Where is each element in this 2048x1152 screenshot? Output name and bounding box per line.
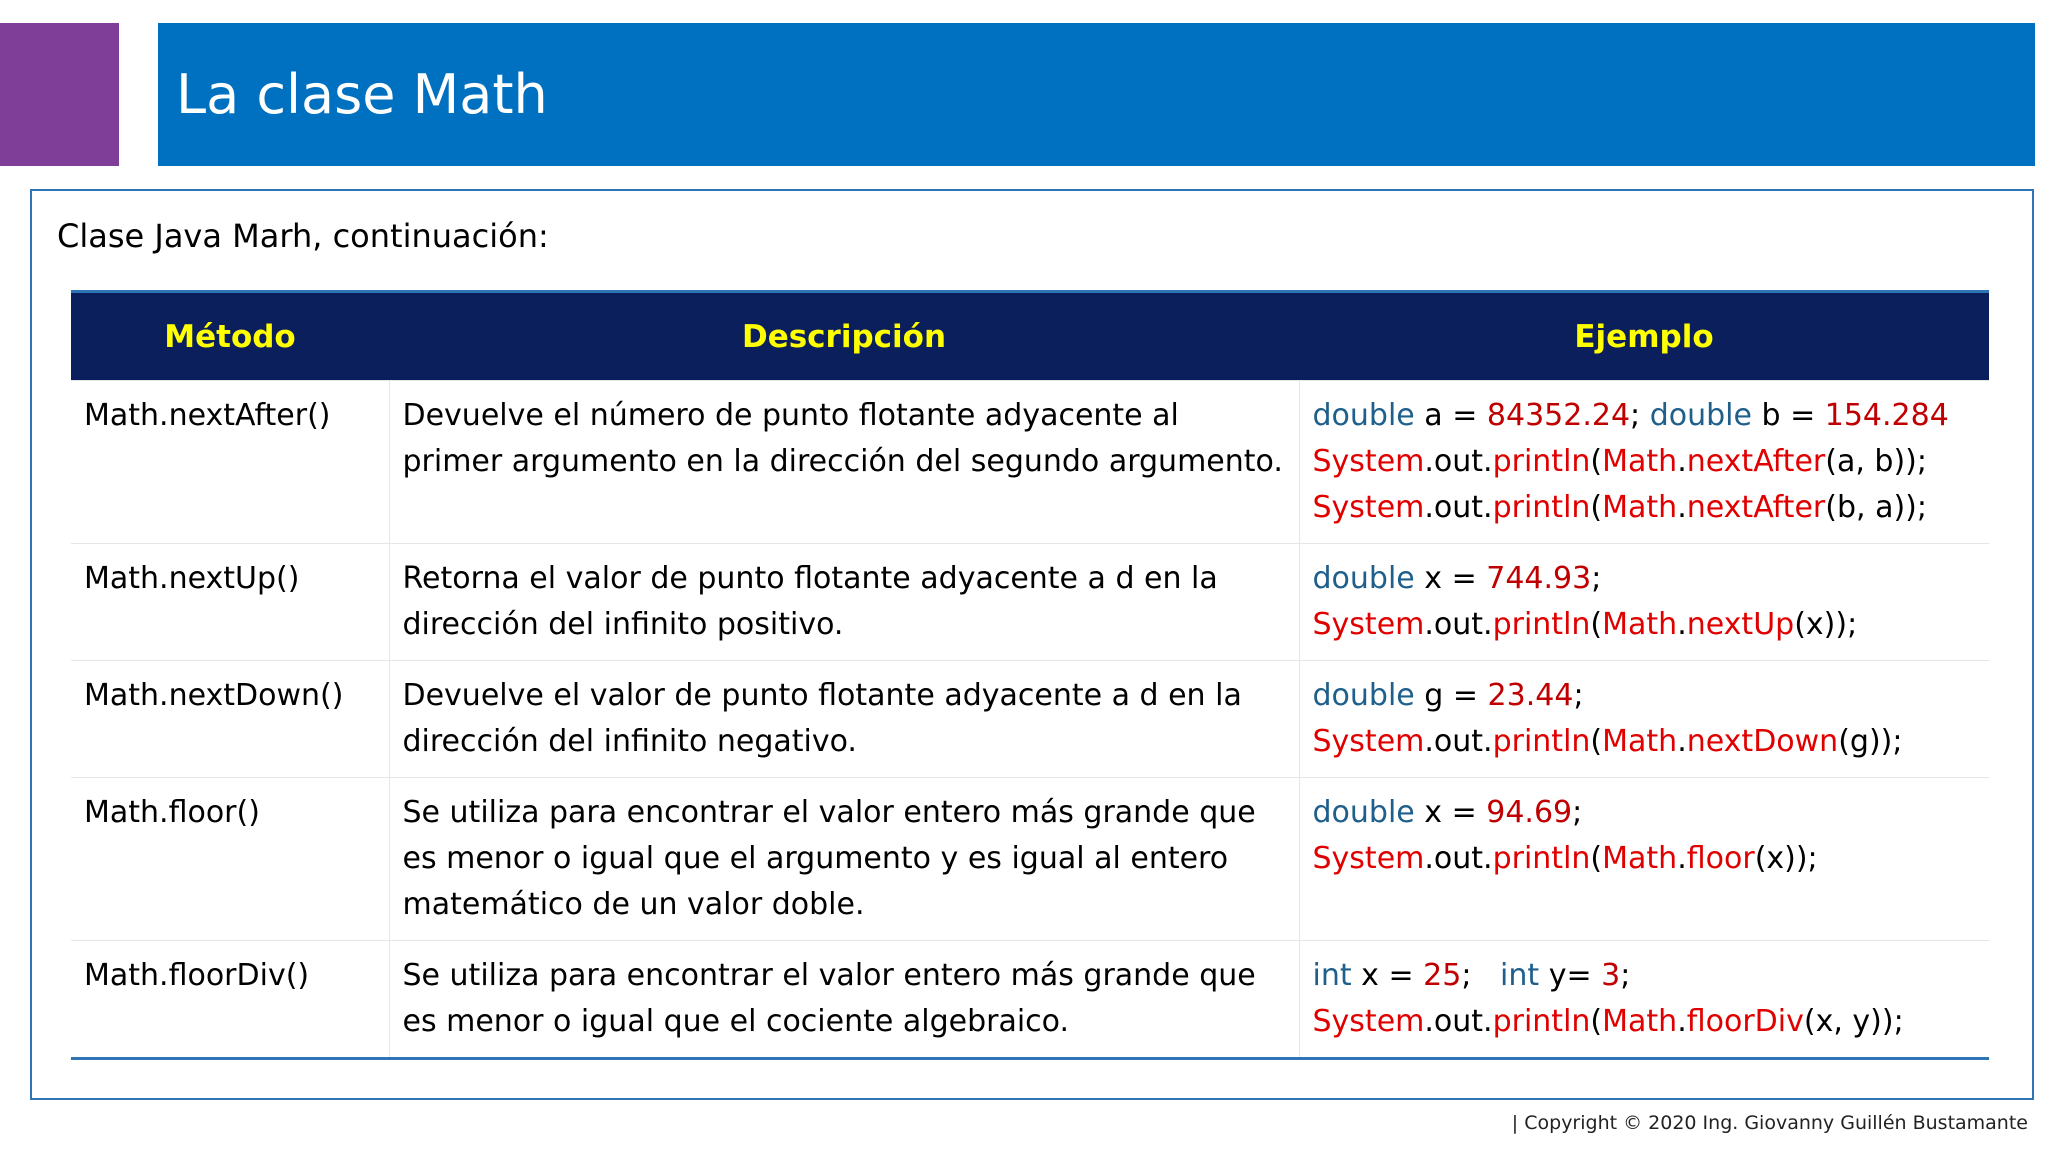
code-token: nextAfter bbox=[1686, 444, 1826, 479]
code-line bbox=[1313, 602, 1978, 648]
code-token: floor bbox=[1686, 841, 1755, 876]
code-token: . bbox=[1677, 607, 1687, 642]
code-token: double bbox=[1649, 398, 1752, 433]
method-cell: Math.floorDiv() bbox=[71, 941, 389, 1059]
code-token: b = bbox=[1751, 398, 1825, 433]
description-cell: Se utiliza para encontrar el valor entero más grande que es menor o igual que el cociente algebraico. bbox=[389, 941, 1299, 1059]
header-example: Ejemplo bbox=[1299, 292, 1989, 381]
code-token: .out. bbox=[1424, 490, 1493, 525]
code-token: . bbox=[1677, 490, 1687, 525]
slide-title: La clase Math bbox=[176, 63, 548, 126]
code-token: double bbox=[1312, 678, 1415, 713]
code-token: Math bbox=[1602, 1004, 1678, 1039]
method-cell: Math.nextDown() bbox=[71, 661, 389, 778]
slide-subtitle: Clase Java Marh, continuación: bbox=[57, 217, 549, 255]
code-token: (g)); bbox=[1838, 724, 1903, 759]
code-token: System bbox=[1312, 724, 1425, 759]
code-token: Math bbox=[1602, 841, 1678, 876]
code-token: . bbox=[1677, 444, 1687, 479]
code-line bbox=[1313, 556, 1978, 602]
code-token: (x)); bbox=[1754, 841, 1818, 876]
code-token: System bbox=[1312, 490, 1425, 525]
code-token: double bbox=[1312, 561, 1415, 596]
code-token: ( bbox=[1590, 607, 1603, 642]
methods-table bbox=[71, 290, 1989, 1060]
code-token: 3 bbox=[1601, 958, 1621, 993]
code-token: System bbox=[1312, 607, 1425, 642]
description-cell: Devuelve el valor de punto flotante adyacente a d en la dirección del infinito negativo. bbox=[389, 661, 1299, 778]
code-token: System bbox=[1312, 1004, 1425, 1039]
table-row bbox=[71, 941, 1989, 1059]
code-line bbox=[1313, 999, 1978, 1045]
example-cell bbox=[1299, 661, 1989, 778]
table-row bbox=[71, 544, 1989, 661]
code-line bbox=[1313, 439, 1978, 485]
code-token: ; bbox=[1572, 795, 1583, 830]
example-cell bbox=[1299, 941, 1989, 1059]
example-cell bbox=[1299, 544, 1989, 661]
code-token: int bbox=[1312, 958, 1352, 993]
accent-block bbox=[0, 23, 119, 166]
code-token: ; bbox=[1591, 561, 1602, 596]
code-token: 94.69 bbox=[1486, 795, 1573, 830]
header-method: Método bbox=[71, 292, 389, 381]
code-token: Math bbox=[1602, 490, 1678, 525]
code-token: . bbox=[1677, 1004, 1687, 1039]
header-description: Descripción bbox=[389, 292, 1299, 381]
code-token: g = bbox=[1414, 678, 1488, 713]
code-token: ( bbox=[1590, 841, 1603, 876]
code-token: ( bbox=[1590, 444, 1603, 479]
code-line bbox=[1313, 485, 1978, 531]
table-row bbox=[71, 778, 1989, 941]
content-box bbox=[30, 189, 2034, 1100]
code-token: floorDiv bbox=[1686, 1004, 1804, 1039]
code-token: ( bbox=[1590, 1004, 1603, 1039]
code-token: System bbox=[1312, 841, 1425, 876]
code-token: System bbox=[1312, 444, 1425, 479]
code-token: int bbox=[1500, 958, 1540, 993]
description-cell: Retorna el valor de punto flotante adyacente a d en la dirección del infinito positivo. bbox=[389, 544, 1299, 661]
code-token: a = bbox=[1414, 398, 1487, 433]
code-token: 25 bbox=[1423, 958, 1462, 993]
code-token: println bbox=[1492, 490, 1591, 525]
table-row bbox=[71, 661, 1989, 778]
code-token: x = bbox=[1414, 561, 1487, 596]
code-line bbox=[1313, 719, 1978, 765]
table-header-row bbox=[71, 292, 1989, 381]
code-token: (a, b)); bbox=[1825, 444, 1927, 479]
method-cell: Math.floor() bbox=[71, 778, 389, 941]
code-token: ; bbox=[1573, 678, 1584, 713]
code-token: .out. bbox=[1424, 607, 1493, 642]
code-token: 154.284 bbox=[1824, 398, 1949, 433]
method-cell: Math.nextUp() bbox=[71, 544, 389, 661]
code-token: println bbox=[1492, 444, 1591, 479]
code-line bbox=[1313, 673, 1978, 719]
code-token: .out. bbox=[1424, 1004, 1493, 1039]
code-token: nextDown bbox=[1686, 724, 1839, 759]
description-cell: Se utiliza para encontrar el valor entero más grande que es menor o igual que el argumento y es igual al entero matemático de un valor doble. bbox=[389, 778, 1299, 941]
code-token: .out. bbox=[1424, 444, 1493, 479]
code-token: ( bbox=[1590, 490, 1603, 525]
code-token: 23.44 bbox=[1487, 678, 1574, 713]
code-token: ; bbox=[1620, 958, 1631, 993]
code-token: .out. bbox=[1424, 841, 1493, 876]
method-cell: Math.nextAfter() bbox=[71, 381, 389, 544]
code-token: 84352.24 bbox=[1486, 398, 1631, 433]
code-token: x = bbox=[1414, 795, 1487, 830]
code-token: ( bbox=[1590, 724, 1603, 759]
example-cell bbox=[1299, 778, 1989, 941]
code-line bbox=[1313, 836, 1978, 882]
code-token: nextAfter bbox=[1686, 490, 1826, 525]
copyright-footer: | Copyright © 2020 Ing. Giovanny Guillén Bustamante bbox=[1511, 1112, 2028, 1134]
example-cell bbox=[1299, 381, 1989, 544]
code-token: . bbox=[1677, 724, 1687, 759]
code-line bbox=[1313, 393, 1978, 439]
code-line bbox=[1313, 790, 1978, 836]
code-token: (x)); bbox=[1794, 607, 1858, 642]
code-token: nextUp bbox=[1686, 607, 1795, 642]
code-token: (b, a)); bbox=[1825, 490, 1927, 525]
code-token: 744.93 bbox=[1486, 561, 1592, 596]
code-token: double bbox=[1312, 398, 1415, 433]
code-token: double bbox=[1312, 795, 1415, 830]
code-token: println bbox=[1492, 841, 1591, 876]
code-token: println bbox=[1492, 724, 1591, 759]
code-token: Math bbox=[1602, 724, 1678, 759]
code-token: Math bbox=[1602, 444, 1678, 479]
code-token: ; bbox=[1461, 958, 1501, 993]
code-token: println bbox=[1492, 1004, 1591, 1039]
code-line bbox=[1313, 953, 1978, 999]
code-token: .out. bbox=[1424, 724, 1493, 759]
code-token: . bbox=[1677, 841, 1687, 876]
code-token: x = bbox=[1351, 958, 1424, 993]
title-bar bbox=[158, 23, 2035, 166]
code-token: (x, y)); bbox=[1803, 1004, 1904, 1039]
code-token: println bbox=[1492, 607, 1591, 642]
table-row bbox=[71, 381, 1989, 544]
description-cell: Devuelve el número de punto flotante adyacente al primer argumento en la dirección del segundo argumento. bbox=[389, 381, 1299, 544]
code-token: Math bbox=[1602, 607, 1678, 642]
code-token: y= bbox=[1539, 958, 1602, 993]
code-token: ; bbox=[1630, 398, 1650, 433]
